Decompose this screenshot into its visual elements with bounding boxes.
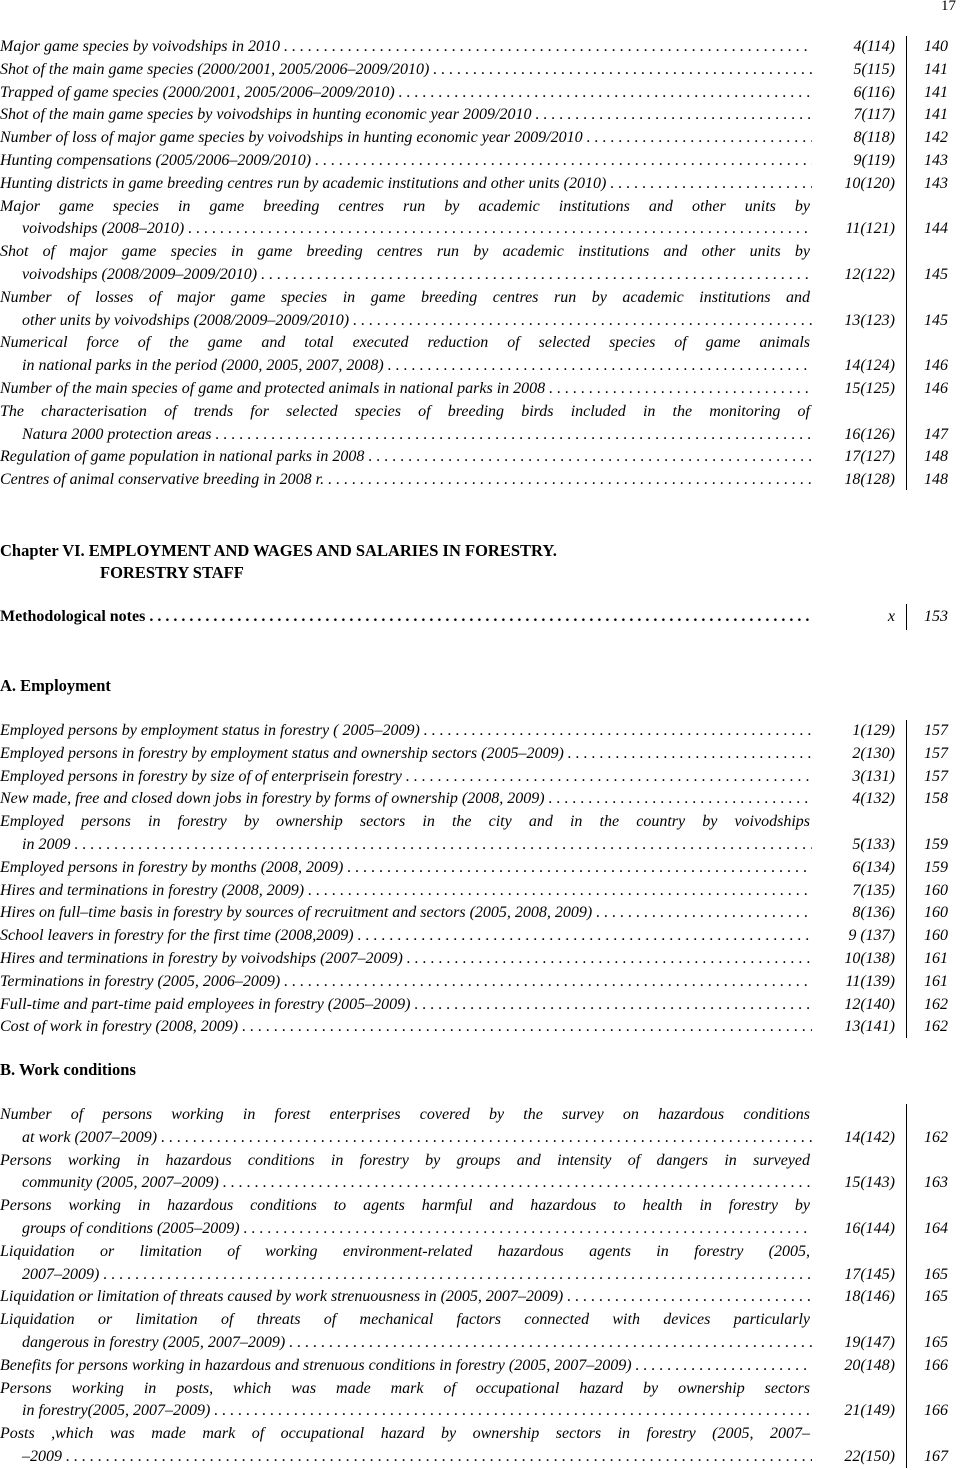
- entry-title-line: voivodships (2008/2009–2009/2010): [22, 265, 258, 283]
- entry-title-line: Number of losses of major game species in game breeding centres run by academic institutions and: [0, 288, 810, 306]
- toc-entry[interactable]: [0, 788, 960, 811]
- toc-entry[interactable]: [0, 857, 960, 880]
- leader-dots: [433, 59, 812, 82]
- page-ref: 148: [924, 471, 948, 489]
- toc-entry[interactable]: [0, 36, 960, 59]
- entry-title-line: Employed persons in forestry by ownership sectors in the city and in the country by voivodships: [0, 813, 810, 831]
- toc-entry[interactable]: [0, 1355, 960, 1378]
- leader-dots: [223, 1172, 812, 1195]
- table-number: 13(141): [844, 1018, 895, 1036]
- entry-title-line: Liquidation or limitation of threats of mechanical factors connected with devices particularly: [0, 1311, 810, 1329]
- page-ref: 157: [924, 722, 948, 739]
- toc-entry[interactable]: [0, 196, 960, 242]
- table-number: 17(127): [844, 448, 895, 466]
- entry-title-line: Employed persons in forestry by months (2008, 2009): [0, 858, 344, 876]
- table-number: 15(143): [844, 1174, 895, 1192]
- table-number: 16(144): [844, 1219, 895, 1237]
- entry-title-line: Hires on full–time basis in forestry by sources of recruitment and sectors (2005, 2008, 2009): [0, 904, 593, 922]
- table-number: 6(134): [852, 858, 895, 876]
- leader-dots: [535, 104, 812, 127]
- toc-entry[interactable]: [0, 378, 960, 401]
- entry-title-line: Number of the main species of game and protected animals in national parks in 2008: [0, 379, 546, 397]
- leader-dots: [610, 173, 812, 196]
- leader-dots: [242, 1016, 812, 1039]
- leader-dots: [74, 834, 812, 857]
- leader-dots: [407, 948, 812, 971]
- page-ref: 141: [924, 60, 948, 78]
- page-ref: 162: [924, 1018, 948, 1036]
- page-ref: 140: [924, 38, 948, 55]
- leader-dots: [188, 218, 812, 241]
- page-ref: 162: [924, 995, 948, 1013]
- leader-dots: [347, 857, 812, 880]
- toc-section-game: [0, 36, 960, 492]
- entry-title-line: groups of conditions (2005–2009): [22, 1219, 240, 1237]
- entry-title-line: Cost of work in forestry (2008, 2009): [0, 1018, 239, 1036]
- toc-entry[interactable]: [0, 150, 960, 173]
- table-number: 9 (137): [848, 927, 895, 945]
- table-number: 18(128): [844, 471, 895, 489]
- entry-title-line: Persons working in hazardous conditions to agents harmful and hazardous to health in forestry by: [0, 1197, 810, 1215]
- table-number: 12(122): [844, 265, 895, 283]
- toc-section-employment: [0, 720, 960, 1039]
- table-number: x: [887, 608, 895, 625]
- table-number: 16(126): [844, 425, 895, 443]
- entry-title-line: Liquidation or limitation of working environment-related hazardous agents in forestry (2005,: [0, 1242, 810, 1260]
- page-ref: 142: [924, 129, 948, 147]
- leader-dots: [414, 994, 812, 1017]
- leader-dots: [549, 788, 812, 811]
- entry-title-line: Full-time and part-time paid employees in forestry (2005–2009): [0, 995, 411, 1013]
- table-number: 3(131): [852, 767, 895, 785]
- leader-dots: [244, 1218, 812, 1241]
- toc-entry[interactable]: [0, 606, 960, 629]
- entry-title-line: Employed persons by employment status in forestry ( 2005–2009): [0, 722, 420, 739]
- table-number: 22(150): [844, 1447, 895, 1465]
- entry-title-line: Major game species by voivodships in 2010: [0, 38, 280, 55]
- leader-dots: [161, 1127, 812, 1150]
- page-ref: 145: [924, 265, 948, 283]
- page-number: 17: [941, 0, 956, 14]
- page-ref: 166: [924, 1356, 948, 1374]
- entry-title-line: Employed persons in forestry by employment status and ownership sectors (2005–2009): [0, 744, 564, 762]
- page-ref: 165: [924, 1288, 948, 1306]
- table-number: 12(140): [844, 995, 895, 1013]
- table-number: 10(138): [844, 949, 895, 967]
- column-divider-meth: [906, 604, 907, 630]
- page-ref: 147: [924, 425, 948, 443]
- page-ref: 163: [924, 1174, 948, 1192]
- page-ref: 146: [924, 357, 948, 375]
- toc-entry[interactable]: [0, 948, 960, 971]
- leader-dots: [328, 469, 812, 492]
- table-number: 13(123): [844, 311, 895, 329]
- leader-dots: [215, 424, 812, 447]
- leader-dots: [568, 743, 812, 766]
- toc-entry[interactable]: [0, 401, 960, 447]
- toc-entry[interactable]: [0, 446, 960, 469]
- leader-dots: [406, 766, 812, 789]
- page-ref: 146: [924, 379, 948, 397]
- leader-dots: [66, 1446, 812, 1469]
- toc-entry[interactable]: [0, 994, 960, 1017]
- page-ref: 145: [924, 311, 948, 329]
- leader-dots: [388, 355, 812, 378]
- table-number: 4(114): [853, 38, 895, 55]
- leader-dots: [284, 36, 812, 59]
- table-number: 7(117): [853, 106, 895, 124]
- page-ref: 159: [924, 835, 948, 853]
- entry-title-line: School leavers in forestry for the first time (2008,2009): [0, 927, 354, 945]
- table-number: 11(121): [845, 220, 895, 238]
- entry-title-line: Centres of animal conservative breeding in 2008 r.: [0, 471, 325, 489]
- entry-title: Methodological notes: [0, 608, 146, 625]
- entry-title-line: Terminations in forestry (2005, 2006–2009): [0, 972, 281, 990]
- page-ref: 148: [924, 448, 948, 466]
- entry-title-line: 2007–2009): [22, 1265, 100, 1283]
- entry-title-line: Hunting districts in game breeding centres run by academic institutions and other units (2010): [0, 174, 607, 192]
- entry-title-line: Hires and terminations in forestry (2008, 2009): [0, 881, 305, 899]
- page-ref: 162: [924, 1128, 948, 1146]
- page-ref: 165: [924, 1333, 948, 1351]
- toc-entry[interactable]: [0, 332, 960, 378]
- section-a-heading: A. Employment: [0, 676, 111, 695]
- leader-dots: [214, 1400, 812, 1423]
- methodological-notes-row: [0, 606, 960, 629]
- page-ref: 141: [924, 83, 948, 101]
- table-number: 8(118): [853, 129, 895, 147]
- leader-dots: [261, 264, 812, 287]
- section-b-heading: B. Work conditions: [0, 1060, 136, 1079]
- entry-title-line: in national parks in the period (2000, 2005, 2007, 2008): [22, 357, 384, 375]
- table-number: 4(132): [852, 790, 895, 808]
- toc-entry[interactable]: [0, 766, 960, 789]
- entry-title-line: Benefits for persons working in hazardous and strenuous conditions in forestry (2005, 2007–2009): [0, 1356, 632, 1374]
- toc-entry[interactable]: [0, 1150, 960, 1196]
- leader-dots: [424, 720, 812, 743]
- leader-dots: [567, 1286, 812, 1309]
- entry-title-line: Regulation of game population in national parks in 2008: [0, 448, 365, 466]
- page-ref: 160: [924, 904, 948, 922]
- toc-entry[interactable]: [0, 82, 960, 105]
- entry-title-line: Shot of the main game species (2000/2001, 2005/2006–2009/2010): [0, 60, 430, 78]
- page-ref: 161: [924, 949, 948, 967]
- leader-dots: [149, 606, 812, 629]
- page-ref: 167: [924, 1447, 948, 1465]
- table-number: 8(136): [852, 904, 895, 922]
- leader-dots: [587, 127, 812, 150]
- table-number: 7(135): [852, 881, 895, 899]
- entry-title-line: in 2009: [22, 835, 71, 853]
- entry-title-line: Trapped of game species (2000/2001, 2005/2006–2009/2010): [0, 83, 395, 101]
- entry-title-line: Natura 2000 protection areas: [22, 425, 212, 443]
- table-number: 2(130): [852, 744, 895, 762]
- entry-title-line: Number of persons working in forest enterprises covered by the survey on hazardous conditions: [0, 1106, 810, 1123]
- page-ref: 157: [924, 744, 948, 762]
- page-ref: 158: [924, 790, 948, 808]
- entry-title-line: Shot of the main game species by voivodships in hunting economic year 2009/2010: [0, 106, 532, 124]
- page-ref: 161: [924, 972, 948, 990]
- toc-entry[interactable]: [0, 59, 960, 82]
- page-ref: 166: [924, 1402, 948, 1420]
- entry-title-line: community (2005, 2007–2009): [22, 1174, 219, 1192]
- toc-entry[interactable]: [0, 1423, 960, 1469]
- page-ref: 164: [924, 1219, 948, 1237]
- table-number: 5(133): [852, 835, 895, 853]
- toc-entry[interactable]: [0, 1286, 960, 1309]
- toc-entry[interactable]: [0, 287, 960, 333]
- toc-entry[interactable]: [0, 1378, 960, 1424]
- entry-title-line: Numerical force of the game and total executed reduction of selected species of game animals: [0, 334, 810, 352]
- toc-entry[interactable]: [0, 127, 960, 150]
- toc-entry[interactable]: [0, 811, 960, 857]
- table-number: 11(139): [845, 972, 895, 990]
- table-number: 21(149): [844, 1402, 895, 1420]
- chapter-title-line2: FORESTRY STAFF: [100, 563, 244, 582]
- leader-dots: [368, 446, 812, 469]
- entry-title-line: –2009: [22, 1447, 62, 1465]
- table-number: 14(124): [844, 357, 895, 375]
- entry-title-line: Employed persons in forestry by size of of enterprisein forestry: [0, 767, 402, 785]
- toc-entry[interactable]: [0, 1309, 960, 1355]
- toc-entry[interactable]: [0, 241, 960, 287]
- entry-title-line: Posts ,which was made mark of occupational hazard by ownership sectors in forestry (2005, 2007–: [0, 1425, 810, 1443]
- leader-dots: [103, 1264, 812, 1287]
- page-ref: 160: [924, 881, 948, 899]
- page-ref: 144: [924, 220, 948, 238]
- table-number: 18(146): [844, 1288, 895, 1306]
- page-ref: 153: [924, 608, 948, 625]
- leader-dots: [289, 1332, 812, 1355]
- table-number: 19(147): [844, 1333, 895, 1351]
- table-number: 5(115): [853, 60, 895, 78]
- table-number: 20(148): [844, 1356, 895, 1374]
- page-ref: 157: [924, 767, 948, 785]
- table-number: 15(125): [844, 379, 895, 397]
- entry-title-line: The characterisation of trends for selected species of breeding birds included in the monitoring of: [0, 402, 810, 420]
- page-ref: 165: [924, 1265, 948, 1283]
- toc-section-work-conditions: [0, 1104, 960, 1469]
- toc-entry[interactable]: [0, 902, 960, 925]
- table-number: 1(129): [852, 722, 895, 739]
- entry-title-line: Persons working in posts, which was made mark of occupational hazard by ownership sectors: [0, 1379, 810, 1397]
- toc-entry[interactable]: [0, 720, 960, 743]
- toc-entry[interactable]: [0, 1016, 960, 1039]
- page-ref: 143: [924, 174, 948, 192]
- leader-dots: [284, 971, 812, 994]
- entry-title-line: dangerous in forestry (2005, 2007–2009): [22, 1333, 286, 1351]
- table-number: 9(119): [853, 151, 895, 169]
- entry-title-line: other units by voivodships (2008/2009–2009/2010): [22, 311, 350, 329]
- entry-title-line: voivodships (2008–2010): [22, 220, 185, 238]
- entry-title-line: Number of loss of major game species by voivodships in hunting economic year 2009/2010: [0, 129, 583, 147]
- entry-title-line: Liquidation or limitation of threats caused by work strenuousness in (2005, 2007–2009): [0, 1288, 564, 1306]
- entry-title-line: in forestry(2005, 2007–2009): [22, 1402, 211, 1420]
- toc-entry[interactable]: [0, 469, 960, 492]
- page-ref: 143: [924, 151, 948, 169]
- entry-title-line: at work (2007–2009): [22, 1128, 158, 1146]
- toc-entry[interactable]: [0, 104, 960, 127]
- table-number: 14(142): [844, 1128, 895, 1146]
- toc-entry[interactable]: [0, 925, 960, 948]
- page-ref: 160: [924, 927, 948, 945]
- toc-entry[interactable]: [0, 1104, 960, 1150]
- entry-title-line: Persons working in hazardous conditions in forestry by groups and intensity of dangers in surveyed: [0, 1151, 810, 1169]
- leader-dots: [596, 902, 812, 925]
- chapter-title-line1: Chapter VI. EMPLOYMENT AND WAGES AND SALARIES IN FORESTRY.: [0, 541, 557, 560]
- leader-dots: [353, 310, 812, 333]
- leader-dots: [308, 880, 812, 903]
- toc-entry[interactable]: [0, 880, 960, 903]
- toc-entry[interactable]: [0, 173, 960, 196]
- toc-entry[interactable]: [0, 1195, 960, 1241]
- toc-entry[interactable]: [0, 971, 960, 994]
- entry-title-line: Shot of major game species in game breeding centres run by academic institutions and other units by: [0, 243, 810, 261]
- entry-title-line: Major game species in game breeding centres run by academic institutions and other units by: [0, 197, 810, 215]
- leader-dots: [315, 150, 812, 173]
- chapter-heading: [0, 540, 557, 584]
- toc-entry[interactable]: [0, 743, 960, 766]
- leader-dots: [636, 1355, 812, 1378]
- leader-dots: [399, 82, 812, 105]
- leader-dots: [549, 378, 812, 401]
- table-number: 6(116): [853, 83, 895, 101]
- entry-title-line: Hires and terminations in forestry by voivodships (2007–2009): [0, 949, 403, 967]
- entry-title-line: Hunting compensations (2005/2006–2009/2010): [0, 151, 312, 169]
- table-number: 17(145): [844, 1265, 895, 1283]
- entry-title-line: New made, free and closed down jobs in forestry by forms of ownership (2008, 2009): [0, 790, 545, 808]
- toc-entry[interactable]: [0, 1241, 960, 1287]
- leader-dots: [358, 925, 812, 948]
- page-ref: 159: [924, 858, 948, 876]
- table-number: 10(120): [844, 174, 895, 192]
- page-ref: 141: [924, 106, 948, 124]
